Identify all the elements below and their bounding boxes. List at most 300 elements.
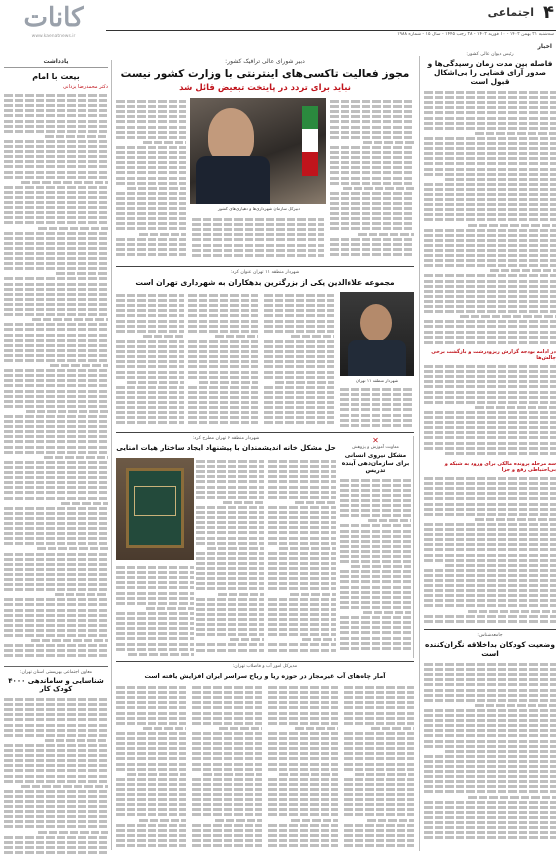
text-line: [424, 745, 556, 748]
text-line: [264, 325, 334, 328]
text-line: [196, 567, 264, 570]
text-line: [424, 760, 556, 763]
text-line: [4, 713, 108, 716]
text-line: [4, 359, 108, 362]
text-line: [268, 562, 336, 565]
text-line: [116, 632, 194, 635]
text-line: [4, 344, 108, 347]
text-line: [490, 269, 556, 272]
text-line: [116, 778, 186, 781]
text-line: [196, 577, 264, 580]
text-line: [116, 248, 186, 251]
text-line: [424, 574, 556, 577]
text-line: [196, 516, 264, 519]
text-line: [424, 615, 556, 618]
text-line: [188, 345, 258, 348]
text-line: [268, 757, 338, 760]
text-line: [116, 803, 186, 806]
site-url: www.kaenatnews.ir: [31, 34, 76, 39]
text-line: [424, 117, 556, 120]
text-line: [188, 386, 258, 389]
text-line: [424, 801, 556, 804]
text-line: [4, 759, 108, 762]
text-line: [268, 486, 336, 489]
text-line: [351, 565, 411, 568]
text-line: [468, 796, 556, 799]
text-line: [192, 798, 262, 801]
text-line: [330, 238, 414, 241]
text-line: [4, 654, 108, 657]
text-line: [330, 217, 414, 220]
text-line: [340, 424, 414, 427]
text-line: [264, 340, 334, 343]
left-column-author: [4, 84, 108, 92]
text-line: [4, 221, 108, 224]
text-line: [4, 603, 108, 606]
text-line: [340, 591, 411, 594]
text-line: [26, 410, 108, 413]
text-line: [4, 764, 108, 767]
lead-body-under: [192, 216, 324, 258]
text-line: [268, 603, 336, 606]
text-line: [116, 136, 186, 139]
text-line: [340, 626, 411, 629]
text-line: [424, 147, 556, 150]
text-line: [116, 844, 186, 847]
text-line: [424, 584, 556, 587]
lower-story: [116, 436, 336, 658]
text-line: [4, 242, 108, 245]
text-line: [424, 127, 556, 130]
text-line: [424, 264, 556, 267]
text-line: [424, 775, 556, 778]
lead-body-left: [116, 98, 186, 258]
text-line: [268, 613, 336, 616]
text-line: [4, 578, 108, 581]
text-line: [344, 783, 414, 786]
text-line: [424, 280, 556, 283]
text-line: [4, 644, 108, 647]
text-line: [424, 157, 556, 160]
text-line: [4, 374, 108, 377]
text-line: [268, 567, 336, 570]
text-line: [192, 732, 262, 735]
text-line: [264, 401, 334, 404]
text-line: [116, 686, 186, 689]
brand-logo: [6, 2, 101, 39]
text-line: [264, 345, 334, 348]
text-line: [268, 686, 338, 689]
text-line: [268, 742, 338, 745]
text-line: [116, 416, 184, 419]
text-line: [268, 582, 336, 585]
text-line: [424, 755, 556, 758]
text-line: [330, 243, 414, 246]
text-line: [116, 396, 184, 399]
text-line: [268, 813, 338, 816]
text-line: [4, 724, 108, 727]
text-line: [344, 686, 414, 689]
left-column-author-name: دکتر محمدرضا یزدانی: [63, 84, 108, 90]
text-line: [196, 491, 264, 494]
text-line: [424, 559, 556, 562]
lead-photo-caption: دبیرکل سازمان شهرداری‌ها و دهیاری‌های کشور: [218, 206, 300, 211]
text-line: [188, 355, 258, 358]
text-line: [475, 518, 556, 521]
text-line: [192, 788, 262, 791]
text-line: [424, 188, 556, 191]
text-line: [192, 712, 262, 715]
text-line: [4, 749, 108, 752]
text-line: [196, 618, 264, 621]
text-line: [268, 717, 338, 720]
text-line: [344, 722, 414, 725]
text-line: [143, 141, 186, 144]
side-note: [340, 436, 414, 658]
text-line: [268, 470, 336, 473]
text-line: [340, 509, 411, 512]
text-line: [116, 824, 186, 827]
text-line: [4, 430, 108, 433]
text-line: [424, 91, 556, 94]
text-line: [330, 197, 414, 200]
text-line: [268, 557, 336, 560]
lead-story: [116, 58, 414, 263]
text-line: [4, 553, 108, 556]
text-line: [344, 763, 414, 766]
text-line: [424, 295, 556, 298]
text-line: [424, 538, 556, 541]
text-line: [116, 227, 186, 230]
text-line: [116, 742, 186, 745]
text-line: [45, 739, 108, 742]
text-line: [424, 168, 556, 171]
text-line: [188, 421, 258, 424]
text-line: [344, 757, 414, 760]
text-line: [344, 696, 414, 699]
text-line: [268, 618, 336, 621]
text-line: [424, 401, 556, 404]
text-line: [192, 813, 262, 816]
text-line: [4, 790, 108, 793]
text-line: [340, 398, 414, 401]
text-line: [424, 589, 556, 592]
text-line: [4, 109, 108, 112]
text-line: [215, 819, 262, 822]
text-line: [4, 201, 108, 204]
text-line: [116, 355, 184, 358]
text-line: [340, 530, 411, 533]
text-line: [330, 202, 414, 205]
text-line: [4, 395, 108, 398]
text-line: [468, 610, 556, 613]
text-line: [196, 521, 264, 524]
text-line: [55, 593, 108, 596]
text-line: [192, 696, 262, 699]
mid-photo: [340, 292, 414, 376]
text-line: [4, 191, 108, 194]
text-line: [290, 593, 336, 596]
text-line: [116, 643, 194, 646]
text-line: [424, 821, 556, 824]
text-line: [330, 120, 414, 123]
text-line: [4, 379, 108, 382]
text-line: [424, 203, 556, 206]
text-line: [196, 582, 264, 585]
text-line: [268, 706, 338, 709]
text-line: [424, 569, 556, 572]
text-line: [268, 516, 336, 519]
text-line: [188, 330, 258, 333]
text-line: [38, 227, 108, 230]
text-line: [330, 177, 414, 180]
text-line: [424, 447, 556, 450]
text-line: [268, 537, 336, 540]
text-line: [116, 602, 194, 605]
text-line: [340, 489, 411, 492]
text-line: [424, 508, 556, 511]
text-line: [4, 206, 108, 209]
text-line: [188, 325, 258, 328]
text-line: [268, 696, 338, 699]
text-line: [116, 161, 186, 164]
text-line: [424, 579, 556, 582]
text-line: [268, 722, 338, 725]
text-line: [116, 207, 186, 210]
text-line: [116, 783, 186, 786]
text-line: [344, 742, 414, 745]
text-line: [116, 747, 186, 750]
text-line: [268, 572, 336, 575]
left-column-body: [4, 92, 108, 662]
text-line: [116, 808, 186, 811]
text-line: [268, 783, 338, 786]
text-line: [344, 803, 414, 806]
lead-photo: [190, 98, 326, 204]
text-line: [192, 686, 262, 689]
text-line: [268, 608, 336, 611]
right-story-subhead-2: سه مرحله پرونده مالکی برای ورود به شبکه و بی‌احتیاطی رفع و جزا: [444, 461, 556, 473]
text-line: [424, 533, 556, 536]
text-line: [344, 747, 414, 750]
text-line: [340, 535, 411, 538]
text-line: [188, 350, 258, 353]
text-line: [4, 308, 108, 311]
text-line: [4, 446, 108, 449]
text-line: [424, 683, 556, 686]
right-story-body-1: [424, 89, 556, 347]
text-line: [4, 754, 108, 757]
text-line: [330, 253, 414, 256]
text-line: [116, 156, 186, 159]
side-note-ornament: ✕: [372, 436, 379, 445]
text-line: [192, 757, 262, 760]
text-line: [424, 234, 556, 237]
text-line: [268, 643, 336, 646]
text-line: [192, 706, 262, 709]
text-line: [188, 365, 258, 368]
text-line: [424, 689, 556, 692]
text-line: [424, 106, 556, 109]
bottom-right-headline: وضعیت کودکان بداخلاقه نگران‌کننده است: [425, 640, 555, 658]
text-line: [340, 647, 411, 650]
text-line: [424, 436, 556, 439]
text-line: [116, 197, 186, 200]
text-line: [445, 452, 556, 455]
text-line: [424, 274, 556, 277]
text-line: [424, 122, 556, 125]
text-line: [4, 563, 108, 566]
text-line: [116, 752, 186, 755]
bottom-body-1: [344, 684, 414, 852]
text-line: [116, 166, 186, 169]
text-line: [279, 773, 338, 776]
text-line: [4, 471, 108, 474]
text-line: [21, 181, 108, 184]
text-line: [475, 132, 556, 135]
text-line: [4, 339, 108, 342]
text-line: [4, 390, 108, 393]
text-line: [330, 171, 414, 174]
text-line: [424, 331, 556, 334]
text-line: [264, 371, 334, 374]
text-line: [424, 482, 556, 485]
text-line: [196, 649, 264, 652]
text-line: [31, 639, 108, 642]
text-line: [4, 609, 108, 612]
text-line: [424, 492, 556, 495]
text-line: [344, 712, 414, 715]
text-line: [116, 648, 194, 651]
text-line: [4, 598, 108, 601]
text-line: [264, 386, 334, 389]
text-line: [264, 350, 334, 353]
text-line: [424, 780, 556, 783]
text-line: [424, 503, 556, 506]
text-line: [116, 115, 186, 118]
text-line: [4, 94, 108, 97]
sidebar-title: شناسایی و ساماندهی ۴۰۰۰ کودک کار: [8, 677, 104, 693]
text-line: [424, 599, 556, 602]
text-line: [268, 496, 336, 499]
side-note-body: [340, 477, 411, 653]
text-line: [424, 370, 556, 373]
text-line: [330, 227, 414, 230]
text-line: [4, 155, 108, 158]
text-line: [424, 765, 556, 768]
text-line: [330, 146, 414, 149]
text-line: [424, 173, 556, 176]
text-line: [4, 216, 108, 219]
text-line: [192, 824, 262, 827]
text-line: [4, 400, 108, 403]
text-line: [116, 586, 194, 589]
text-line: [4, 114, 108, 117]
text-line: [268, 587, 336, 590]
text-line: [330, 110, 414, 113]
text-line: [344, 752, 414, 755]
text-line: [340, 504, 411, 507]
text-line: [344, 844, 414, 847]
text-line: [116, 732, 186, 735]
text-line: [4, 267, 108, 270]
text-line: [188, 396, 258, 399]
text-line: [192, 829, 262, 832]
text-line: [196, 598, 264, 601]
text-line: [340, 575, 411, 578]
text-line: [4, 481, 108, 484]
text-line: [37, 547, 108, 550]
lead-body-right: [330, 98, 414, 258]
text-line: [264, 365, 334, 368]
text-line: [340, 606, 411, 609]
text-line: [424, 111, 556, 114]
text-line: [45, 135, 108, 138]
text-line: [264, 391, 334, 394]
right-story-subhead: در ادامه بودجه گزارش ریزودرشت و بازگشت برخی چالش‌ها: [431, 349, 556, 361]
text-line: [268, 763, 338, 766]
text-line: [188, 320, 258, 323]
text-line: [116, 722, 186, 725]
text-line: [4, 703, 108, 706]
text-line: [127, 773, 186, 776]
text-line: [424, 259, 556, 262]
text-line: [4, 354, 108, 357]
text-line: [4, 415, 108, 418]
text-line: [468, 224, 556, 227]
text-line: [268, 542, 336, 545]
text-line: [188, 406, 258, 409]
text-line: [268, 778, 338, 781]
text-line: [279, 547, 336, 550]
text-line: [192, 233, 324, 236]
text-line: [330, 182, 414, 185]
text-line: [424, 604, 556, 607]
text-line: [116, 371, 184, 374]
text-line: [188, 294, 258, 297]
text-line: [264, 396, 334, 399]
text-line: [330, 151, 414, 154]
text-line: [424, 421, 556, 424]
text-line: [4, 517, 108, 520]
text-line: [196, 506, 264, 509]
text-line: [295, 727, 338, 730]
lead-headline: مجوز فعالیت تاکسی‌های اینترنتی با وزارت کشور نیست: [120, 68, 410, 80]
text-line: [424, 254, 556, 257]
text-line: [268, 598, 336, 601]
text-line: [344, 788, 414, 791]
text-line: [340, 555, 411, 558]
text-line: [340, 642, 411, 645]
text-line: [344, 808, 414, 811]
text-line: [4, 150, 108, 153]
text-line: [424, 770, 556, 773]
text-line: [196, 537, 264, 540]
text-line: [4, 237, 108, 240]
text-line: [424, 244, 556, 247]
text-line: [38, 831, 108, 834]
text-line: [344, 701, 414, 704]
text-line: [424, 806, 556, 809]
text-line: [363, 141, 414, 144]
text-line: [4, 252, 108, 255]
text-line: [344, 717, 414, 720]
text-line: [192, 238, 324, 241]
mid-photo-caption: شهردار منطقه ۱۱ تهران: [355, 378, 399, 383]
sidebar-body: [4, 696, 108, 856]
text-line: [264, 294, 334, 297]
mid-body-4: [340, 386, 414, 428]
